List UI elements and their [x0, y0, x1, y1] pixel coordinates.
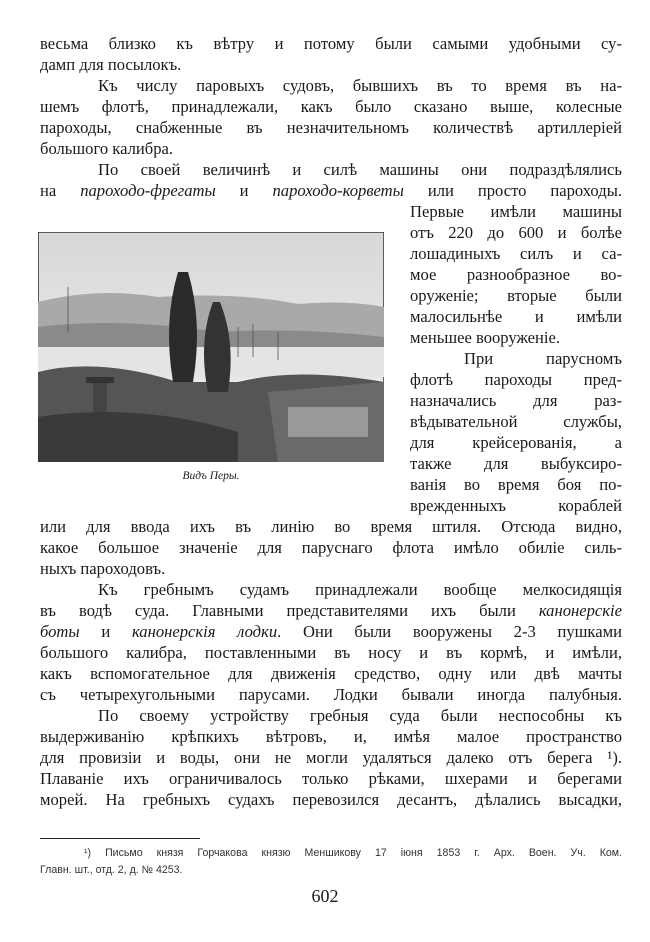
footnote-divider	[40, 838, 200, 839]
text-segment: отъ 220 до 600 и болѣе	[410, 223, 622, 242]
text-segment: какое большое значеніе для паруснаго флота имѣло обиліе силь-	[40, 538, 622, 557]
text-line	[40, 96, 622, 117]
text-segment: мое разнообразное во-	[410, 265, 622, 284]
text-line	[40, 537, 622, 558]
text-segment: ванія во время боя по-	[410, 475, 622, 494]
text-segment: весьма близко къ вѣтру и потому были самыми удобными су-	[40, 34, 622, 53]
text-line	[410, 474, 622, 495]
text-line	[410, 243, 622, 264]
footnote-line: Главн. шт., отд. 2, д. № 4253.	[40, 864, 183, 876]
text-segment: выдерживанію крѣпкихъ вѣтровъ, и, имѣя малое пространство	[40, 727, 622, 746]
text-segment: Первые имѣли машины	[410, 202, 622, 221]
text-segment: Плаваніе ихъ ограничивалось только рѣками, шхерами и берегами	[40, 769, 622, 788]
text-line	[40, 579, 622, 600]
text-segment: При парусномъ	[464, 349, 622, 368]
text-segment: флотѣ пароходы пред-	[410, 370, 622, 389]
engraving-view-of-pera	[38, 232, 384, 462]
italic-term: пароходо-корветы	[272, 181, 404, 200]
text-segment: и	[215, 181, 273, 200]
text-line	[410, 390, 622, 411]
text-line	[40, 138, 622, 159]
text-line	[410, 306, 622, 327]
text-line	[40, 684, 622, 705]
footnote-line: ¹) Письмо князя Горчакова князю Меншикову 17 іюня 1853 г. Арх. Воен. Уч. Ком.	[84, 847, 622, 859]
text-segment: По своему устройству гребныя суда были неспособны къ	[98, 706, 622, 725]
text-line	[40, 600, 622, 621]
text-line	[40, 705, 622, 726]
text-line	[40, 180, 622, 201]
text-segment: пароходы, снабженные въ незначительномъ количествѣ артиллеріей	[40, 118, 622, 137]
text-line	[40, 789, 622, 810]
figure-caption: Видъ Перы.	[182, 470, 240, 482]
text-line	[410, 432, 622, 453]
text-line	[40, 642, 622, 663]
text-line	[410, 453, 622, 474]
text-line	[40, 54, 622, 75]
text-line	[40, 663, 622, 684]
italic-term: пароходо-фрегаты	[80, 181, 216, 200]
text-segment: или для ввода ихъ въ линію во время штиля. Отсюда видно,	[40, 517, 622, 536]
text-segment: въ водѣ суда. Главными представителями ихъ были	[40, 601, 539, 620]
text-segment: . Они были вооружены 2-3 пушками	[277, 622, 622, 641]
text-segment: съ четырехугольными парусами. Лодки бывали иногда палубныя.	[40, 685, 622, 704]
text-line	[410, 222, 622, 243]
text-segment: на	[40, 181, 81, 200]
text-segment: также для выбуксиро-	[410, 454, 622, 473]
text-segment: большого калибра.	[40, 139, 174, 158]
text-line	[40, 747, 622, 768]
text-line	[40, 516, 622, 537]
text-line	[40, 75, 622, 96]
text-segment: врежденныхъ кораблей	[410, 496, 622, 515]
text-line	[40, 621, 622, 642]
text-segment: Къ числу паровыхъ судовъ, бывшихъ въ то время въ на-	[98, 76, 622, 95]
text-line	[40, 768, 622, 789]
text-line	[410, 285, 622, 306]
footnote	[40, 845, 622, 879]
text-line	[40, 33, 622, 54]
text-segment: для провизіи и воды, они не могли удаляться далеко отъ берега ¹).	[40, 748, 622, 767]
text-segment: морей. На гребныхъ судахъ перевозился десантъ, дѣлались высадки,	[40, 790, 622, 809]
text-segment: и	[79, 622, 132, 641]
text-segment: дамп для посылокъ.	[40, 55, 182, 74]
text-line	[40, 558, 622, 579]
text-segment: ныхъ пароходовъ.	[40, 559, 166, 578]
text-segment: малосильнѣе и имѣли	[410, 307, 622, 326]
text-segment: Къ гребнымъ судамъ принадлежали вообще мелкосидящія	[98, 580, 622, 599]
text-line	[40, 726, 622, 747]
text-segment: какъ вспомогательное для движенія средство, одну или двѣ мачты	[40, 664, 622, 683]
text-line	[410, 369, 622, 390]
text-segment: меньшее вооруженіе.	[410, 328, 561, 347]
text-segment: лошадиныхъ силъ и са-	[410, 244, 622, 263]
text-segment: большого калибра, поставленными въ носу и въ кормѣ, и имѣли,	[40, 643, 622, 662]
text-segment: назначались для раз-	[410, 391, 622, 410]
text-line	[410, 264, 622, 285]
text-segment: или просто пароходы.	[403, 181, 622, 200]
text-segment: вѣдывательной службы,	[410, 412, 622, 431]
page-number: 602	[311, 886, 339, 906]
italic-term: канонерскія лодки	[131, 622, 278, 641]
text-line	[40, 159, 622, 180]
text-segment: шемъ флотѣ, принадлежали, какъ было сказано выше, колесные	[40, 97, 622, 116]
text-segment: для крейсерованія, а	[410, 433, 622, 452]
italic-term: боты	[40, 622, 80, 641]
text-line	[410, 327, 622, 348]
italic-term: канонерскіе	[538, 601, 622, 620]
text-line	[410, 348, 622, 369]
text-line	[410, 201, 622, 222]
text-line	[410, 411, 622, 432]
text-line	[40, 117, 622, 138]
text-segment: По своей величинѣ и силѣ машины они подраздѣлялись	[98, 160, 622, 179]
text-line	[410, 495, 622, 516]
text-segment: оруженіе; вторые были	[410, 286, 622, 305]
